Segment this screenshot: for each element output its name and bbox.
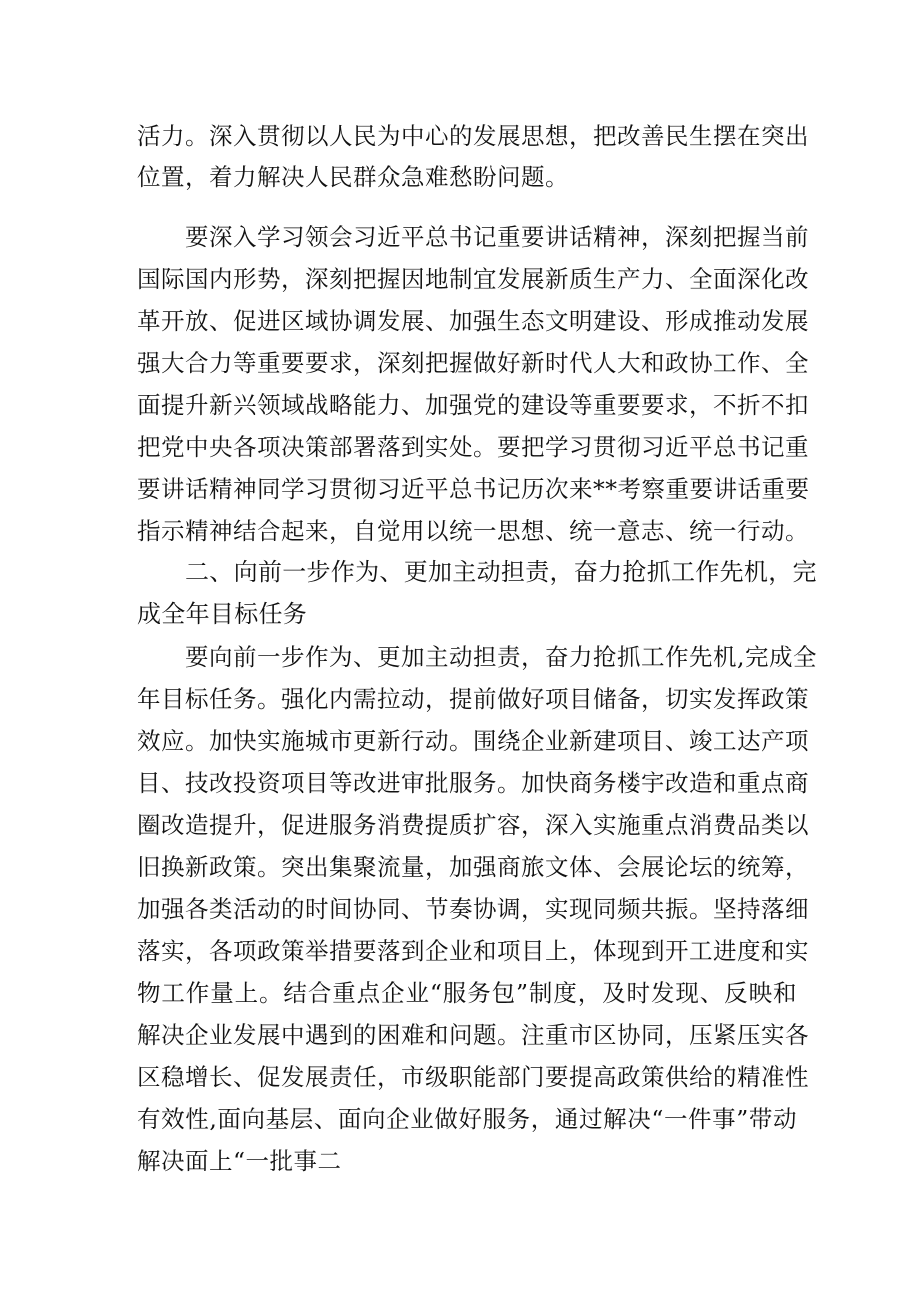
- body-line: 要深入学习领会习近平总书记重要讲话精神，深刻把握当前: [185, 223, 809, 251]
- body-line: 圈改造提升，促进服务消费提质扩容，深入实施重点消费品类以: [137, 811, 809, 839]
- body-line: 物工作量上。结合重点企业“服务包”制度，及时发现、反映和: [137, 979, 797, 1007]
- body-line: 解决企业发展中遇到的困难和问题。注重市区协同，压紧压实各: [137, 1021, 809, 1049]
- section-heading: 成全年目标任务: [137, 600, 308, 628]
- body-line: 革开放、促进区域协调发展、加强生态文明建设、形成推动发展: [137, 307, 809, 335]
- body-line: 要向前一步作为、更加主动担责，奋力抢抓工作先机,完成全: [185, 643, 817, 671]
- body-line: 年目标任务。强化内需拉动，提前做好项目储备，切实发挥政策: [137, 685, 809, 713]
- body-line: 区稳增长、促发展责任，市级职能部门要提高政策供给的精准性: [137, 1063, 809, 1091]
- body-line: 强大合力等重要要求，深刻把握做好新时代人大和政协工作、全: [137, 349, 809, 377]
- body-line: 面提升新兴领域战略能力、加强党的建设等重要要求，不折不扣: [137, 391, 809, 419]
- body-line: 指示精神结合起来，自觉用以统一思想、统一意志、统一行动。: [137, 517, 809, 545]
- body-line: 活力。深入贯彻以人民为中心的发展思想，把改善民生摆在突出: [137, 122, 809, 150]
- body-line: 效应。加快实施城市更新行动。围绕企业新建项目、竣工达产项: [137, 727, 809, 755]
- body-line: 落实，各项政策举措要落到企业和项目上，体现到开工进度和实: [137, 937, 809, 965]
- section-heading: 二、向前一步作为、更加主动担责，奋力抢抓工作先机，完: [185, 558, 817, 586]
- body-line: 位置，着力解决人民群众急难愁盼问题。: [137, 163, 569, 191]
- body-line: 把党中央各项决策部署落到实处。要把学习贯彻习近平总书记重: [137, 433, 809, 461]
- body-line: 要讲话精神同学习贯彻习近平总书记历次来**考察重要讲话重要: [137, 475, 810, 503]
- body-line: 有效性,面向基层、面向企业做好服务，通过解决“一件事”带动: [137, 1105, 797, 1133]
- body-line: 解决面上“一批事二: [137, 1147, 342, 1175]
- body-line: 旧换新政策。突出集聚流量，加强商旅文体、会展论坛的统筹，: [137, 853, 809, 881]
- body-line: 目、技改投资项目等改进审批服务。加快商务楼宇改造和重点商: [137, 769, 809, 797]
- body-line: 国际国内形势，深刻把握因地制宜发展新质生产力、全面深化改: [137, 265, 809, 293]
- body-line: 加强各类活动的时间协同、节奏协调，实现同频共振。坚持落细: [137, 895, 809, 923]
